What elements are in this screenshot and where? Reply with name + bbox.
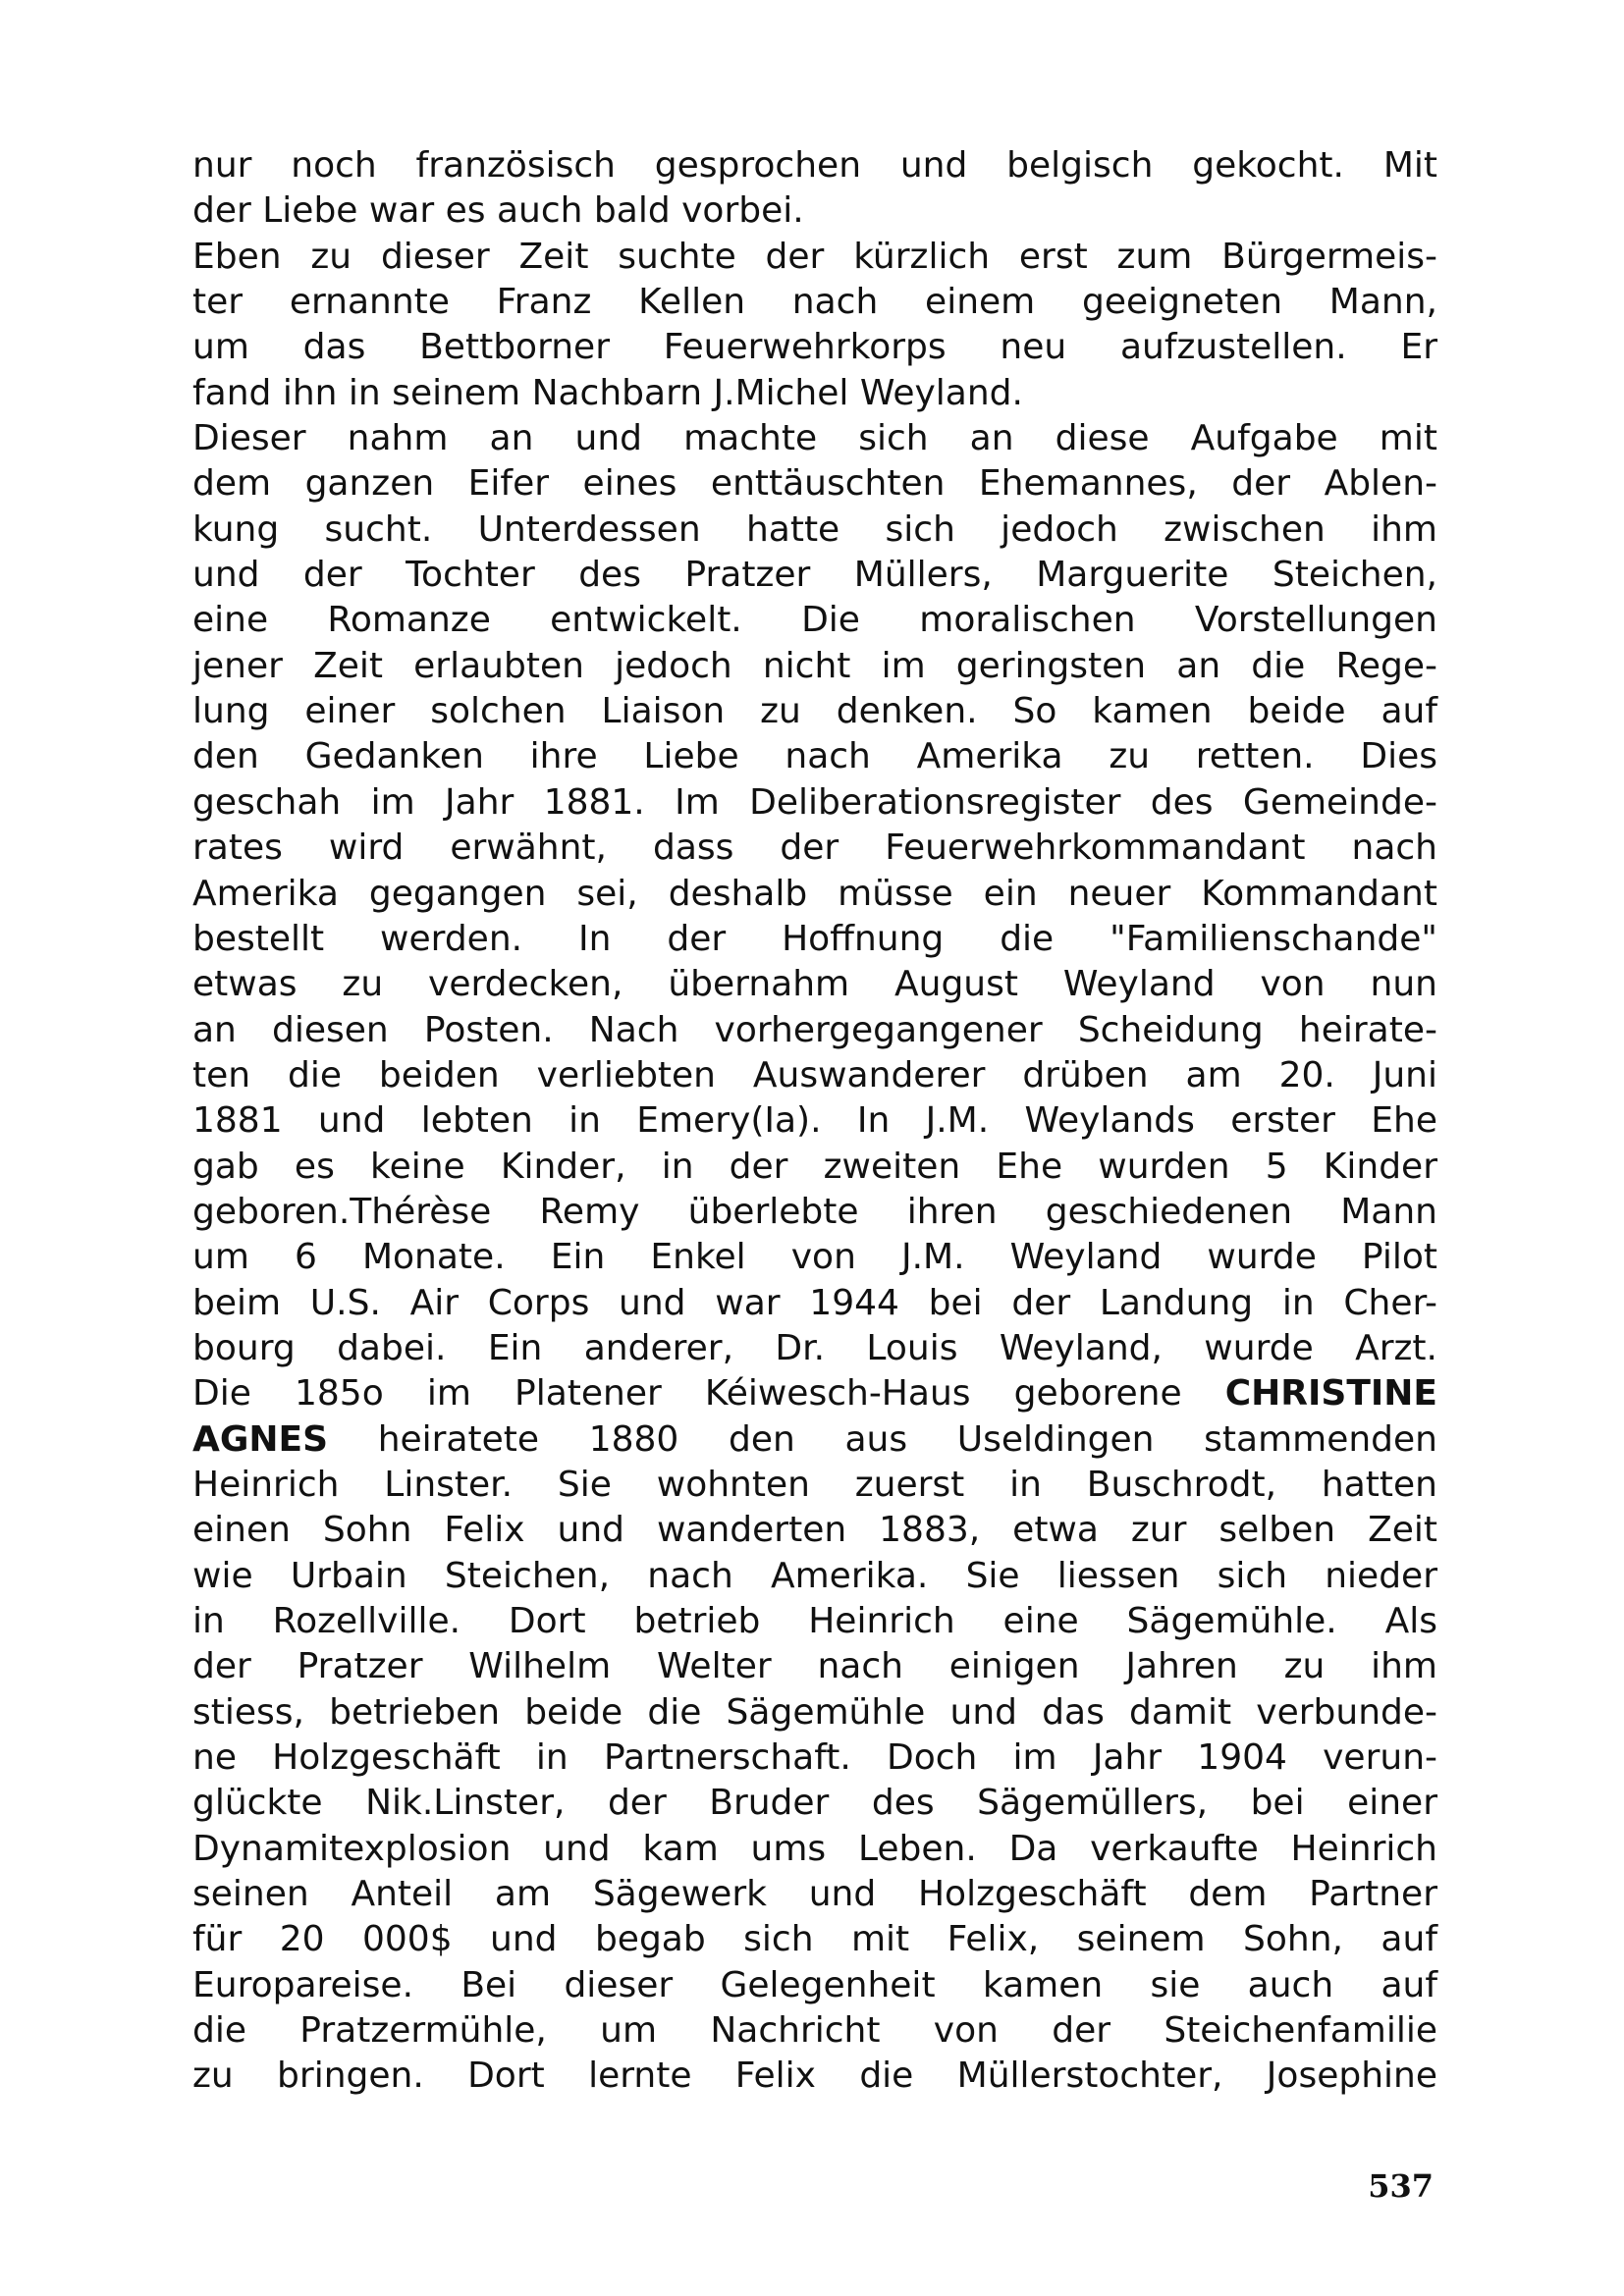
- text-line: ne Holzgeschäft in Partnerschaft. Doch im Jahr 1904 verun-: [192, 1737, 1437, 1779]
- text-line: der Pratzer Wilhelm Welter nach einigen Jahren zu ihm: [192, 1646, 1437, 1687]
- text-line: seinen Anteil am Sägewerk und Holzgeschäft dem Partner: [192, 1874, 1437, 1915]
- name-agnes: AGNES: [192, 1418, 329, 1460]
- text-line: kung sucht. Unterdessen hatte sich jedoch zwischen ihm: [192, 508, 1437, 550]
- text-line: bestellt werden. In der Hoffnung die "Familienschande": [192, 918, 1437, 959]
- name-christine: CHRISTINE: [1224, 1373, 1437, 1415]
- text-line: Europareise. Bei dieser Gelegenheit kamen sie auch auf: [192, 1964, 1437, 2005]
- text-line: an diesen Posten. Nach vorhergegangener Scheidung heirate-: [192, 1009, 1437, 1050]
- text-segment: heiratete 1880 den aus Useldingen stammenden: [328, 1418, 1437, 1460]
- text-line: den Gedanken ihre Liebe nach Amerika zu retten. Dies: [192, 736, 1437, 777]
- text-line: Dieser nahm an und machte sich an diese Aufgabe mit: [192, 418, 1437, 459]
- text-line: Amerika gegangen sei, deshalb müsse ein neuer Kommandant: [192, 873, 1437, 914]
- text-line: geschah im Jahr 1881. Im Deliberationsregister des Gemeinde-: [192, 781, 1437, 823]
- text-line: nur noch französisch gesprochen und belgisch gekocht. Mit: [192, 145, 1437, 186]
- text-line: eine Romanze entwickelt. Die moralischen Vorstellungen: [192, 600, 1437, 641]
- text-line: gab es keine Kinder, in der zweiten Ehe wurden 5 Kinder: [192, 1146, 1437, 1187]
- text-line: Eben zu dieser Zeit suchte der kürzlich erst zum Bürgermeis-: [192, 236, 1437, 277]
- text-line: zu bringen. Dort lernte Felix die Müllerstochter, Josephine: [192, 2056, 1437, 2097]
- text-line: beim U.S. Air Corps und war 1944 bei der Landung in Cher-: [192, 1282, 1437, 1323]
- text-line: um 6 Monate. Ein Enkel von J.M. Weyland wurde Pilot: [192, 1237, 1437, 1278]
- text-line: rates wird erwähnt, dass der Feuerwehrkommandant nach: [192, 828, 1437, 869]
- page-number: 537: [1368, 2167, 1434, 2205]
- text-line: geboren.Thérèse Remy überlebte ihren geschiedenen Mann: [192, 1191, 1437, 1232]
- text-line: jener Zeit erlaubten jedoch nicht im geringsten an die Rege-: [192, 645, 1437, 686]
- body-text: [192, 143, 1437, 2100]
- text-line: glückte Nik.Linster, der Bruder des Sägemüllers, bei einer: [192, 1783, 1437, 1824]
- text-line: ter ernannte Franz Kellen nach einem geeigneten Mann,: [192, 282, 1437, 323]
- text-line: wie Urbain Steichen, nach Amerika. Sie liessen sich nieder: [192, 1555, 1437, 1596]
- text-line: in Rozellville. Dort betrieb Heinrich eine Sägemühle. Als: [192, 1601, 1437, 1641]
- text-line: und der Tochter des Pratzer Müllers, Marguerite Steichen,: [192, 555, 1437, 596]
- text-line: Dynamitexplosion und kam ums Leben. Da verkaufte Heinrich: [192, 1828, 1437, 1869]
- text-line: etwas zu verdecken, übernahm August Weyland von nun: [192, 964, 1437, 1005]
- text-line-agnes: [192, 1417, 1437, 1463]
- text-line: stiess, betrieben beide die Sägemühle und das damit verbunde-: [192, 1691, 1437, 1733]
- text-line: einen Sohn Felix und wanderten 1883, etwa zur selben Zeit: [192, 1510, 1437, 1551]
- text-line: ten die beiden verliebten Auswanderer drüben am 20. Juni: [192, 1054, 1437, 1095]
- text-line: dem ganzen Eifer eines enttäuschten Ehemannes, der Ablen-: [192, 463, 1437, 505]
- text-line: die Pratzermühle, um Nachricht von der Steichenfamilie: [192, 2010, 1437, 2052]
- text-line: Heinrich Linster. Sie wohnten zuerst in Buschrodt, hatten: [192, 1464, 1437, 1505]
- text-line: bourg dabei. Ein anderer, Dr. Louis Weyland, wurde Arzt.: [192, 1327, 1437, 1368]
- text-line: der Liebe war es auch bald vorbei.: [192, 190, 804, 232]
- text-line: um das Bettborner Feuerwehrkorps neu aufzustellen. Er: [192, 327, 1437, 368]
- text-line-christine: [192, 1371, 1437, 1416]
- text-line: für 20 000$ und begab sich mit Felix, seinem Sohn, auf: [192, 1919, 1437, 1960]
- text-line: 1881 und lebten in Emery(Ia). In J.M. Weylands erster Ehe: [192, 1100, 1437, 1142]
- text-line: fand ihn in seinem Nachbarn J.Michel Weyland.: [192, 372, 1023, 413]
- text-segment: Die 185o im Platener Kéiwesch-Haus geborene: [192, 1373, 1225, 1415]
- text-line: lung einer solchen Liaison zu denken. So kamen beide auf: [192, 691, 1437, 732]
